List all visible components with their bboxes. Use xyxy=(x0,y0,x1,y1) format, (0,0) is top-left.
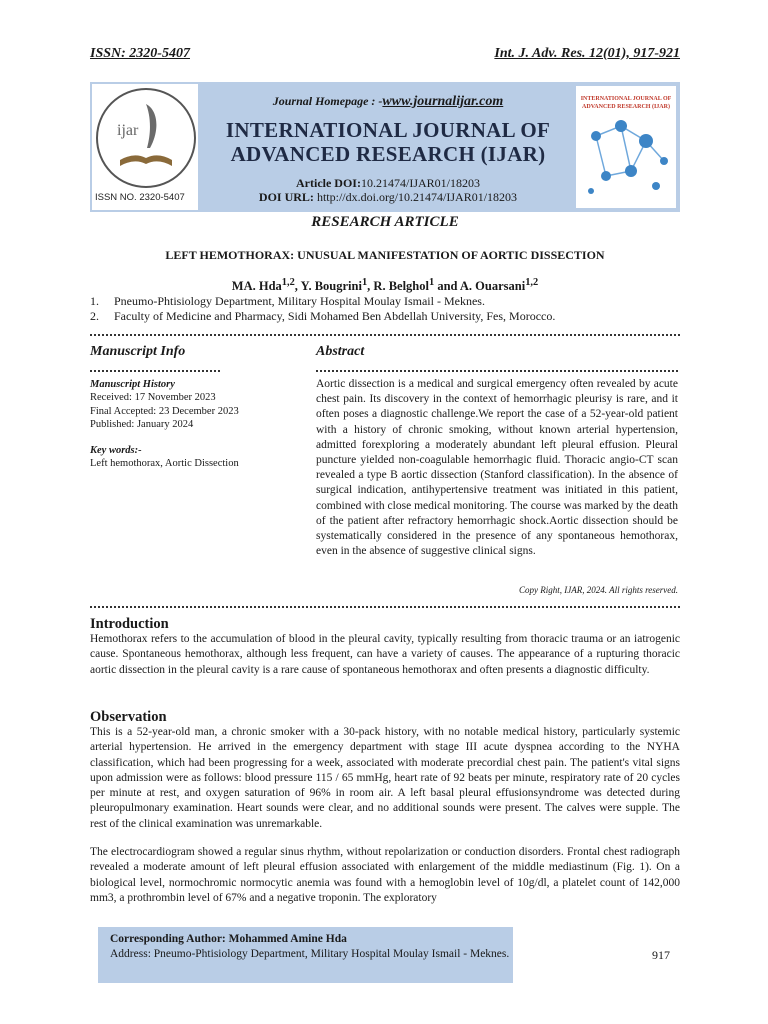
published-date: Published: January 2024 xyxy=(90,419,194,431)
author-list xyxy=(90,277,680,294)
copyright-text: Copy Right, IJAR, 2024. All rights reserved. xyxy=(519,585,678,595)
divider-dotted xyxy=(90,334,680,336)
doi-url-link[interactable]: http://dx.doi.org/10.21474/IJAR01/18203 xyxy=(313,190,518,204)
author-name: Y. Bougrini xyxy=(300,279,362,294)
received-date: Received: 17 November 2023 xyxy=(90,392,216,404)
article-doi: 10.21474/IJAR01/18203 xyxy=(360,176,480,190)
introduction-heading: Introduction xyxy=(90,616,169,632)
journal-cover-image xyxy=(576,86,676,208)
observation-paragraph-1: This is a 52-year-old man, a chronic smoker with a 30-pack history, with no notable medical history, particularly systemic arterial hypertension. He arrived in the emergency department with stage III acute dyspnea according to the NYHA classification, which had been progressing for a week, associated with moderate precordial chest pain. The patient's vital signs upon admission were as follows: blood pressure 115 / 65 mmHg, heart rate of 92 beats per minute, respiratory rate of 20 cycles per minute at rest, and oxygen saturation of 96% in room air. A left basal pleural effusionsyndrome was detected during pleuropulmonary examination. Heart sounds were clear, and no additional sounds were present. The calves were supple. The rest of the clinical examination was unremarkable. xyxy=(90,726,680,830)
logo-text: ijar xyxy=(117,122,139,139)
affiliation-item xyxy=(90,294,680,309)
page-number: 917 xyxy=(652,948,670,962)
corresponding-author-text xyxy=(110,932,510,961)
journal-homepage xyxy=(200,94,576,110)
author-name: A. Ouarsani xyxy=(459,279,526,294)
manuscript-info-heading: Manuscript Info xyxy=(90,344,186,359)
author-affil-sup: 1,2 xyxy=(281,277,295,288)
abstract-heading: Abstract xyxy=(316,344,365,359)
doi-url-label: DOI URL: xyxy=(258,190,314,204)
molecule-cover-image xyxy=(576,86,676,208)
homepage-link[interactable]: www.journalijar.com xyxy=(382,94,504,109)
author-name: R. Belghol xyxy=(373,279,429,294)
cover-title-line1: INTERNATIONAL JOURNAL OF xyxy=(580,96,672,102)
citation-text: Int. J. Adv. Res. 12(01), 917-921 xyxy=(494,46,680,61)
author-separator: , xyxy=(367,279,374,294)
affiliation-item xyxy=(90,309,680,324)
author-affil-sup: 1 xyxy=(428,277,435,288)
journal-title-line2: ADVANCED RESEARCH (IJAR) xyxy=(230,142,546,166)
logo-issn: ISSN NO. 2320-5407 xyxy=(95,192,185,203)
affiliation-number: 2. xyxy=(90,309,99,323)
journal-logo xyxy=(96,88,196,188)
quill-book-icon xyxy=(98,90,194,186)
journal-title-line1: INTERNATIONAL JOURNAL OF xyxy=(225,118,551,142)
observation-heading: Observation xyxy=(90,709,167,725)
author-affil-sup: 1,2 xyxy=(525,277,539,288)
address-text: Pneumo-Phtisiology Department, Military Hospital Moulay Ismail - Meknes. xyxy=(150,947,510,960)
banner-center xyxy=(200,90,576,204)
keywords-text: Left hemothorax, Aortic Dissection xyxy=(90,458,239,470)
journal-title xyxy=(200,118,576,166)
keywords-heading: Key words:- xyxy=(90,444,142,456)
article-doi-label: Article DOI: xyxy=(296,176,361,190)
affiliation-text: Faculty of Medicine and Pharmacy, Sidi Mohamed Ben Abdellah University, Fes, Morocco. xyxy=(114,309,556,323)
corresponding-author-name: Corresponding Author: Mohammed Amine Hda xyxy=(110,933,347,945)
doi-block xyxy=(200,176,576,204)
divider-dotted xyxy=(90,370,220,372)
observation-paragraph-2: The electrocardiogram showed a regular sinus rhythm, without repolarization or conduction disorders. Frontal chest radiograph revealed a moderate amount of left pleural effusion associated with enlargement of the middle mediastinum (Fig. 1). On a biological level, normochromic normocytic anemia was found with a hemoglobin level of 10g/dl, a platelet count of 142,000 mm3, a prothrombin level of 67% and a negative troponin. The exploratory xyxy=(90,846,680,904)
affiliation-text: Pneumo-Phtisiology Department, Military Hospital Moulay Ismail - Meknes. xyxy=(114,294,485,308)
cover-title-line2: ADVANCED RESEARCH (IJAR) xyxy=(582,104,670,110)
author-affil-sup: 1 xyxy=(361,277,368,288)
abstract-text: Aortic dissection is a medical and surgical emergency often revealed by acute chest pain. Its discovery in the context of hemorrhagic pleurisy is rare, and it often poses a diagnostic challenge.We report the case of a 52-year-old patient with a history of chronic smoking, without known arterial hypertension, admitted forexploring a moderately abundant left pleural effusion. Pleural puncture yielded non-coagulable hemorrhagic fluid. Thoracic angio-CT scan revealed a type B aortic dissection (Stanford classification). In the absence of surgical indication, antihypertensive treatment was initiated in this patient, combined with close medical monitoring. The course was marked by the death of the patient after refractory hemorrhagic shock.Aortic dissection should be systematically considered in the presence of any spontaneous hemothorax, even in the absence of suggestive clinical signs. xyxy=(316,378,678,558)
introduction-text: Hemothorax refers to the accumulation of blood in the pleural cavity, typically resulting from thoracic trauma or an iatrogenic cause. Spontaneous hemothorax, although less frequent, can have a variety of causes. The appearance of a rupturing thoracic aortic dissection in the pleural cavity is a rare cause of spontaneous hemothorax and often presents a diagnostic difficulty. xyxy=(90,633,680,676)
divider-dotted xyxy=(90,606,680,608)
article-type: RESEARCH ARTICLE xyxy=(311,214,459,230)
article-title: LEFT HEMOTHORAX: UNUSUAL MANIFESTATION OF AORTIC DISSECTION xyxy=(165,248,605,262)
affiliation-number: 1. xyxy=(90,294,99,308)
issn-text: ISSN: 2320-5407 xyxy=(90,46,190,61)
homepage-label: Journal Homepage : - xyxy=(272,94,383,108)
manuscript-info-body xyxy=(90,378,300,470)
accepted-date: Final Accepted: 23 December 2023 xyxy=(90,405,239,417)
running-header xyxy=(90,46,680,62)
affiliation-list xyxy=(90,294,680,324)
address-label: Address: xyxy=(110,947,151,960)
divider-dotted xyxy=(316,370,678,372)
author-name: MA. Hda xyxy=(231,279,282,294)
author-separator: , xyxy=(294,279,301,294)
author-separator: and xyxy=(434,279,460,294)
manuscript-history-heading: Manuscript History xyxy=(90,379,175,390)
